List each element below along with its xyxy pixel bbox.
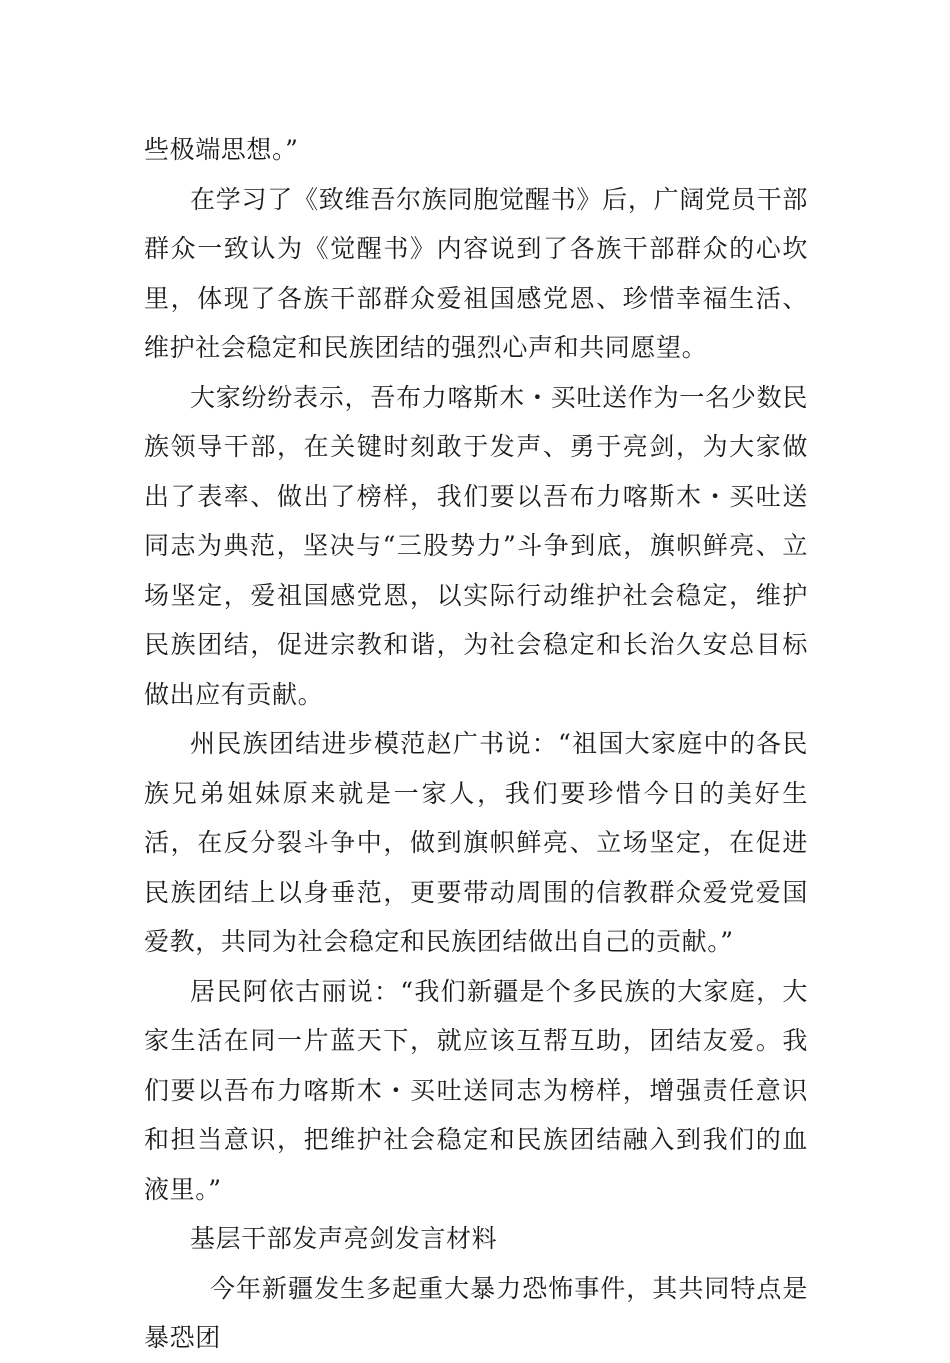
paragraph-continuation: 些极端思想。” [144, 135, 299, 164]
document-body [144, 125, 808, 1363]
paragraph-zhao-guangshu: 州民族团结进步模范赵广书说：“祖国大家庭中的各民族兄弟姐妹原来就是一家人，我们要珍惜今日的美好生活，在反分裂斗争中，做到旗帜鲜亮、立场坚定，在促进民族团结上以身垂范，更要带动周围的信教群众爱党爱国爱教，共同为社会稳定和民族团结做出自己的贡献。” [144, 729, 808, 956]
paragraph-terror-events: 今年新疆发生多起重大暴力恐怖事件，其共同特点是暴恐团 [144, 1273, 808, 1352]
section-heading: 基层干部发声亮剑发言材料 [190, 1224, 498, 1253]
paragraph-everyone-expressed: 大家纷纷表示，吾布力喀斯木・买吐送作为一名少数民族领导干部，在关键时刻敢于发声、勇于亮剑，为大家做出了表率、做出了榜样，我们要以吾布力喀斯木・买吐送同志为典范，坚决与“三股势力”斗争到底，旗帜鲜亮、立场坚定，爱祖国感党恩，以实际行动维护社会稳定，维护民族团结，促进宗教和谐，为社会稳定和长治久安总目标做出应有贡献。 [144, 382, 808, 709]
paragraph-ayiguli: 居民阿依古丽说：“我们新疆是个多民族的大家庭，大家生活在同一片蓝天下，就应该互帮互助，团结友爱。我们要以吾布力喀斯木・买吐送同志为榜样，增强责任意识和担当意识，把维护社会稳定和民族团结融入到我们的血液里。” [144, 976, 808, 1204]
paragraph-awakening-letter: 在学习了《致维吾尔族同胞觉醒书》后，广阔党员干部群众一致认为《觉醒书》内容说到了各族干部群众的心坎里，体现了各族干部群众爱祖国感党恩、珍惜幸福生活、维护社会稳定和民族团结的强烈心声和共同愿望。 [144, 184, 808, 362]
